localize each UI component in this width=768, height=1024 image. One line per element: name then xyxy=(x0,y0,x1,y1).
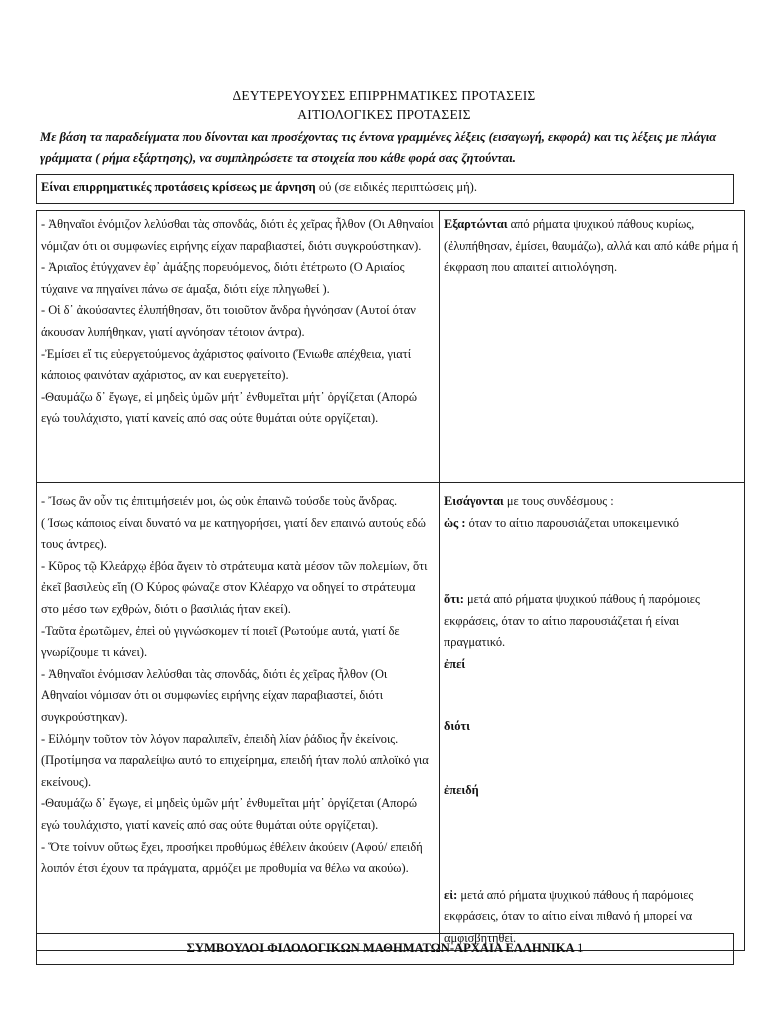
conjunction-hoti: ὅτι: xyxy=(444,592,464,607)
example-item: - Ἀθηναῖοι ἐνόμιζον λελύσθαι τὰς σπονδάς, διότι ἐς χεῖρας ἦλθον (Οι Αθηναίοι νόμιζαν ότι οι συμφωνίες ειρήνης είχαν παραβιαστεί, διότι συγκρούστηκαν). xyxy=(41,217,434,253)
example-item: -Ταῦτα ἐρωτῶμεν, ἐπεὶ οὐ γιγνώσκομεν τί ποιεῖ (Ρωτούμε αυτά, γιατί δε γνωρίζουμε τι κάνει). xyxy=(41,623,400,660)
note-text: από ρήματα ψυχικού πάθους κυρίως, (ἐλυπήθησαν, ἐμίσει, θαυμάζω), αλλά και από κάθε ρήμα ή έκφραση που απαιτεί αιτιολόγηση. xyxy=(444,217,739,275)
example-item: - Ἀριαῖος ἐτύγχανεν ἐφ᾽ ἁμάξης πορευόμενος, διότι ἐτέτρωτο (Ο Αριαίος τύχαινε να πηγαίνει πάνω σε άμαξα, διότι είχε πληγωθεί ). xyxy=(41,260,405,296)
rule-bold-text: Είναι επιρρηματικές προτάσεις κρίσεως με άρνηση xyxy=(41,180,316,194)
conjunction-epeidi: ἐπειδή xyxy=(444,783,479,798)
footer-label: ΣΥΜΒΟΥΛΟΙ ΦΙΛΟΛΟΓΙΚΩΝ ΜΑΘΗΜΑΤΩΝ-ΑΡΧΑΙΑ ΕΛΛΗΝΙΚΑ xyxy=(186,941,574,955)
conjunction-epei: ἐπεί xyxy=(444,656,466,671)
section2-notes xyxy=(440,483,745,951)
document-title: ΔΕΥΤΕΡΕΥΟΥΣΕΣ ΕΠΙΡΡΗΜΑΤΙΚΕΣ ΠΡΟΤΑΣΕΙΣ xyxy=(232,88,536,103)
conjunction-hos: ὡς : xyxy=(444,515,466,530)
example-item: - Ἀθηναῖοι ἐνόμισαν λελύσθαι τὰς σπονδάς, διότι ἐς χεῖρας ἦλθον (Οι Αθηναίοι νόμισαν ότι οι συμφωνίες ειρήνης είχαν παραβιαστεί, διότι συγκρούστηκαν). xyxy=(41,666,388,724)
page-number: 1 xyxy=(577,941,584,955)
example-item: ( Ίσως κάποιος είναι δυνατό να με κατηγορήσει, γιατί δεν επαινώ αυτούς εδώ τους άντρες). xyxy=(41,515,426,552)
table-row xyxy=(37,211,745,483)
section1-examples xyxy=(37,211,440,483)
rule-box xyxy=(36,174,734,204)
note-text: με τους συνδέσμους : xyxy=(503,494,614,508)
note-text: μετά από ρήματα ψυχικού πάθους ή παρόμοιες εκφράσεις, όταν το αίτιο παρουσιάζεται ή είναι πραγματικό. xyxy=(444,592,700,650)
note-text: όταν το αίτιο παρουσιάζεται υποκειμενικό xyxy=(465,515,679,530)
section1-notes xyxy=(440,211,745,483)
instructions-text: Με βάση τα παραδείγματα που δίνονται και προσέχοντας τις έντονα γραμμένες λέξεις (εισαγωγή, εκφορά) και τις λέξεις με πλάγια γράμματα ( ρήμα εξάρτησης), να συμπληρώσετε τα στοιχεία που κάθε φορά σας ζητούνται. xyxy=(40,130,717,165)
example-item: - Ἴσως ἂν οὖν τις ἐπιτιμήσειέν μοι, ὡς οὐκ ἐπαινῶ τούσδε τοὺς ἄνδρας. xyxy=(41,494,398,508)
conjunction-ei: εἰ: xyxy=(444,887,458,902)
examples-table xyxy=(36,210,745,951)
conjunction-dioti: διότι xyxy=(444,718,471,733)
section2-examples xyxy=(37,483,440,951)
document-subtitle: ΑΙΤΙΟΛΟΓΙΚΕΣ ΠΡΟΤΑΣΕΙΣ xyxy=(297,107,471,122)
rule-normal-text: ού (σε ειδικές περιπτώσεις μή). xyxy=(315,180,477,194)
note-bold-label: Εξαρτώνται xyxy=(444,217,508,231)
footer-box xyxy=(36,933,734,965)
example-item: - Οἱ δ᾽ ἀκούσαντες ἐλυπήθησαν, ὅτι τοιοῦτον ἄνδρα ἠγνόησαν (Αυτοί όταν άκουσαν λυπήθηκαν, γιατί αγνόησαν τέτοιον άντρα). xyxy=(41,303,416,339)
note-bold-label: Εισάγονται xyxy=(444,494,504,508)
example-item: -Θαυμάζω δ᾽ ἔγωγε, εἰ μηδεὶς ὑμῶν μήτ᾽ ἐνθυμεῖται μήτ᾽ ὀργίζεται (Απορώ εγώ τουλάχιστο, γιατί κανείς από σας ούτε θυμάται ούτε οργίζεται). xyxy=(41,389,417,426)
example-item: - Κῦρος τῷ Κλεάρχῳ ἐβόα ἄγειν τὸ στράτευμα κατὰ μέσον τῶν πολεμίων, ὅτι ἐκεῖ βασιλεὺς εἴη (Ο Κύρος φώναζε στον Κλέαρχο να οδηγεί το στράτευμα στο μέσο των εχθρών, διότι ο βασιλιάς ήταν εκεί). xyxy=(41,558,428,616)
example-item: - Εἰλόμην τοῦτον τὸν λόγον παραλιπεῖν, ἐπειδὴ λίαν ῥάδιος ἦν ἐκείνοις. (Προτίμησα να παραλείψω αυτό το επιχείρημα, επειδή ήταν πολύ απλοϊκό για εκείνους). xyxy=(41,731,429,789)
note-text: μετά από ρήματα ψυχικού πάθους ή παρόμοιες εκφράσεις, όταν το αίτιο είναι πιθανό ή μπορεί να αμφισβητηθεί. xyxy=(444,887,694,945)
example-item: -Θαυμάζω δ᾽ ἔγωγε, εἰ μηδεὶς ὑμῶν μήτ᾽ ἐνθυμεῖται μήτ᾽ ὀργίζεται (Απορώ εγώ τουλάχιστο, γιατί κανείς από σας ούτε θυμάται ούτε οργίζεται). xyxy=(41,796,417,832)
note-hoti xyxy=(444,589,740,654)
note-hos xyxy=(444,513,740,535)
example-item: -Ἐμίσει εἴ τις εὐεργετούμενος ἀχάριστος φαίνοιτο (Ένιωθε απέχθεια, γιατί κάποιος φαινόταν αχάριστος, αν και ευεργετείτο). xyxy=(41,346,412,383)
table-row xyxy=(37,483,745,951)
note-intro xyxy=(444,491,740,513)
example-item: - Ὅτε τοίνυν οὕτως ἔχει, προσήκει προθύμως ἐθέλειν ἀκούειν (Αφού/ επειδή λοιπόν έτσι έχουν τα πράγματα, αρμόζει με προθυμία να θέλω να ακούω). xyxy=(41,839,423,876)
